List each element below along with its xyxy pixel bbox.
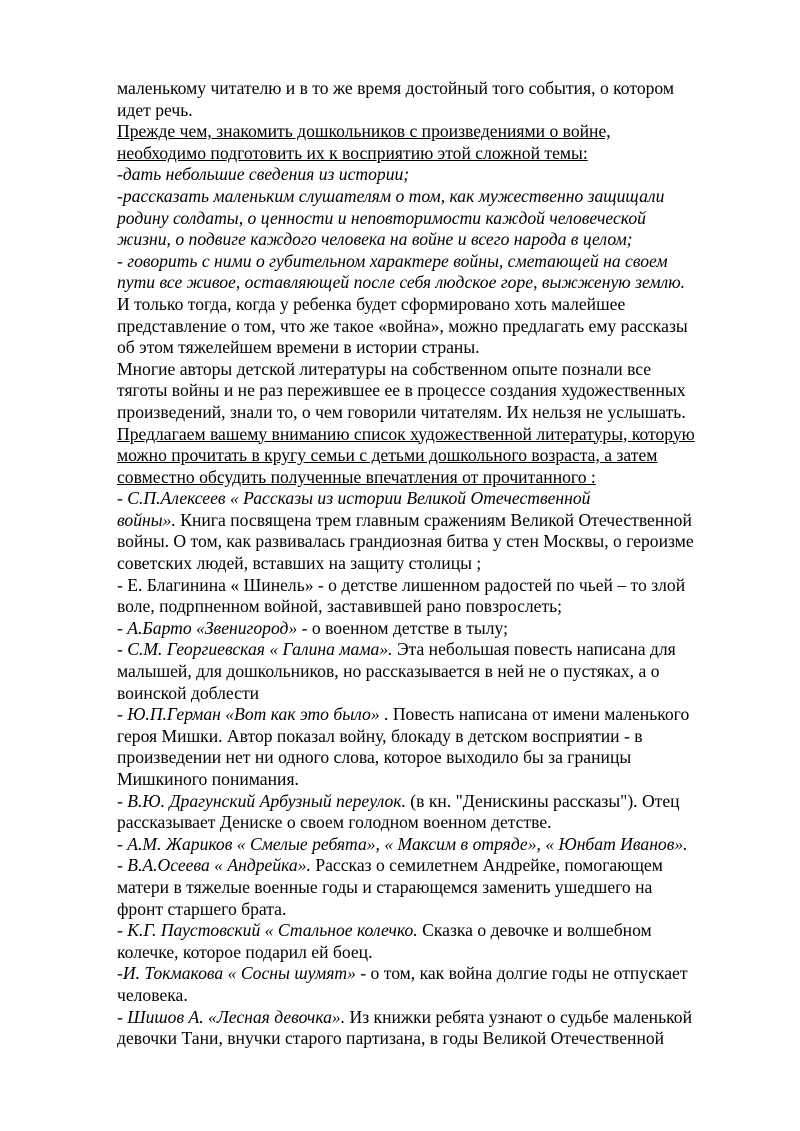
book-description-part: Эта небольшая повесть написана для xyxy=(392,639,676,660)
italic-list-item: - говорить с ними о губительном характере войны, сметающей на своем xyxy=(117,250,668,271)
text-line: рассказывает Дениске о своем голодном военном детстве. xyxy=(117,812,552,833)
book-entry-line xyxy=(117,639,747,661)
book-entry-line xyxy=(117,1007,747,1029)
book-description-part: Книга посвящена трем главным сражениям Великой Отечественной xyxy=(175,509,692,530)
book-title-part: войны». xyxy=(117,509,176,530)
book-entry-line xyxy=(117,791,747,813)
text-line: воинской доблести xyxy=(117,682,260,703)
text-line: об этом тяжелейшем времени в истории страны. xyxy=(117,337,480,358)
underlined-heading-line: Прежде чем, знакомить дошкольников с произведениями о войне, xyxy=(117,121,611,142)
italic-text-line: родину солдаты, о ценности и неповторимости каждой человеческой xyxy=(117,207,646,228)
book-title-part: - А.Барто «Звенигород» xyxy=(117,617,298,638)
text-line: идет речь. xyxy=(117,99,193,120)
text-line: героя Мишки. Автор показал войну, блокаду в детском восприятии - в xyxy=(117,725,643,746)
book-title-part: -И. Токмакова « Сосны шумят» xyxy=(117,963,356,984)
book-description-part: - о военном детстве в тылу; xyxy=(297,617,508,638)
book-description-part: Из книжки ребята узнают о судьбе маленькой xyxy=(345,1006,692,1027)
text-line: человека. xyxy=(117,984,188,1005)
underlined-heading-line: совместно обсудить полученные впечатления от прочитанного : xyxy=(117,466,596,487)
text-line: войны. О том, как развивалась грандиозная битва у стен Москвы, о героизме xyxy=(117,531,694,552)
book-description-part: . Повесть написана от имени маленького xyxy=(379,704,690,725)
book-title-line: - А.М. Жариков « Смелые ребята», « Максим в отряде», « Юнбат Иванов». xyxy=(117,833,688,854)
book-entry-line xyxy=(117,855,747,877)
underlined-heading-line: можно прочитать в кругу семьи с детьми дошкольного возраста, а затем xyxy=(117,445,658,466)
italic-text-line: пути все живое, оставляющей после себя людское горе, выжженую землю. xyxy=(117,272,686,293)
text-line: фронт старшего брата. xyxy=(117,898,287,919)
book-description-part: - о том, как война долгие годы не отпускает xyxy=(355,963,688,984)
italic-list-item: -рассказать маленьким слушателям о том, как мужественно защищали xyxy=(117,185,665,206)
italic-list-item: -дать небольшие сведения из истории; xyxy=(117,164,410,185)
text-line: маленькому читателю и в то же время достойный того события, о котором xyxy=(117,78,675,98)
text-line: малышей, для дошкольников, но рассказывается в ней не о пустяках, а о xyxy=(117,661,660,682)
book-entry-line xyxy=(117,618,747,640)
text-line: произведений, знали то, о чем говорили читателям. Их нельзя не услышать. xyxy=(117,401,686,422)
text-line: матери в тяжелые военные годы и старающемся заменить ушедшего на xyxy=(117,876,653,897)
text-line: советских людей, вставших на защиту столицы ; xyxy=(117,553,482,574)
book-description-part: Сказка о девочке и волшебном xyxy=(417,920,652,941)
book-title-part: - С.М. Георгиевская « Галина мама». xyxy=(117,639,393,660)
book-entry-line xyxy=(117,510,747,532)
underlined-heading-line: Предлагаем вашему вниманию список художественной литературы, которую xyxy=(117,423,695,444)
book-title-part: - В.А.Осеева « Андрейка». xyxy=(117,855,311,876)
text-line: произведении нет ни одного слова, которое выходило бы за границы xyxy=(117,747,632,768)
book-title-part: - К.Г. Паустовский « Стальное колечко. xyxy=(117,920,418,941)
book-entry-line xyxy=(117,704,747,726)
book-title-part: - В.Ю. Драгунский Арбузный переулок. xyxy=(117,790,406,811)
book-description-part: Рассказ о семилетнем Андрейке, помогающем xyxy=(310,855,663,876)
text-line: колечке, которое подарил ей боец. xyxy=(117,941,373,962)
text-line: воле, подрпненном войной, заставившей рано повзрослеть; xyxy=(117,596,563,617)
book-title-part: - Ю.П.Герман «Вот как это было» xyxy=(117,704,380,725)
italic-text-line: жизни, о подвиге каждого человека на войне и всего народа в целом; xyxy=(117,229,633,250)
text-line: девочки Тани, внучки старого партизана, в годы Великой Отечественной xyxy=(117,1028,665,1049)
text-line: И только тогда, когда у ребенка будет сформировано хоть малейшее xyxy=(117,293,626,314)
text-line: Мишкиного понимания. xyxy=(117,769,299,789)
text-line: тяготы войны и не раз пережившее ее в процессе создания художественных xyxy=(117,380,686,401)
text-line: представление о том, что же такое «война», можно предлагать ему рассказы xyxy=(117,315,688,336)
book-description-part: (в кн. "Денискины рассказы"). Отец xyxy=(405,790,680,811)
underlined-heading-line: необходимо подготовить их к восприятию этой сложной темы: xyxy=(117,142,588,163)
document-page xyxy=(117,78,747,1050)
text-line: Многие авторы детской литературы на собственном опыте познали все xyxy=(117,358,652,379)
book-entry-line xyxy=(117,920,747,942)
book-title-part: - Шишов А. «Лесная девочка». xyxy=(117,1006,346,1027)
book-title-line: - С.П.Алексеев « Рассказы из истории Великой Отечественной xyxy=(117,488,591,509)
book-entry-line xyxy=(117,963,747,985)
book-entry-line: - Е. Благинина « Шинель» - о детстве лишенном радостей по чьей – то злой xyxy=(117,574,686,595)
